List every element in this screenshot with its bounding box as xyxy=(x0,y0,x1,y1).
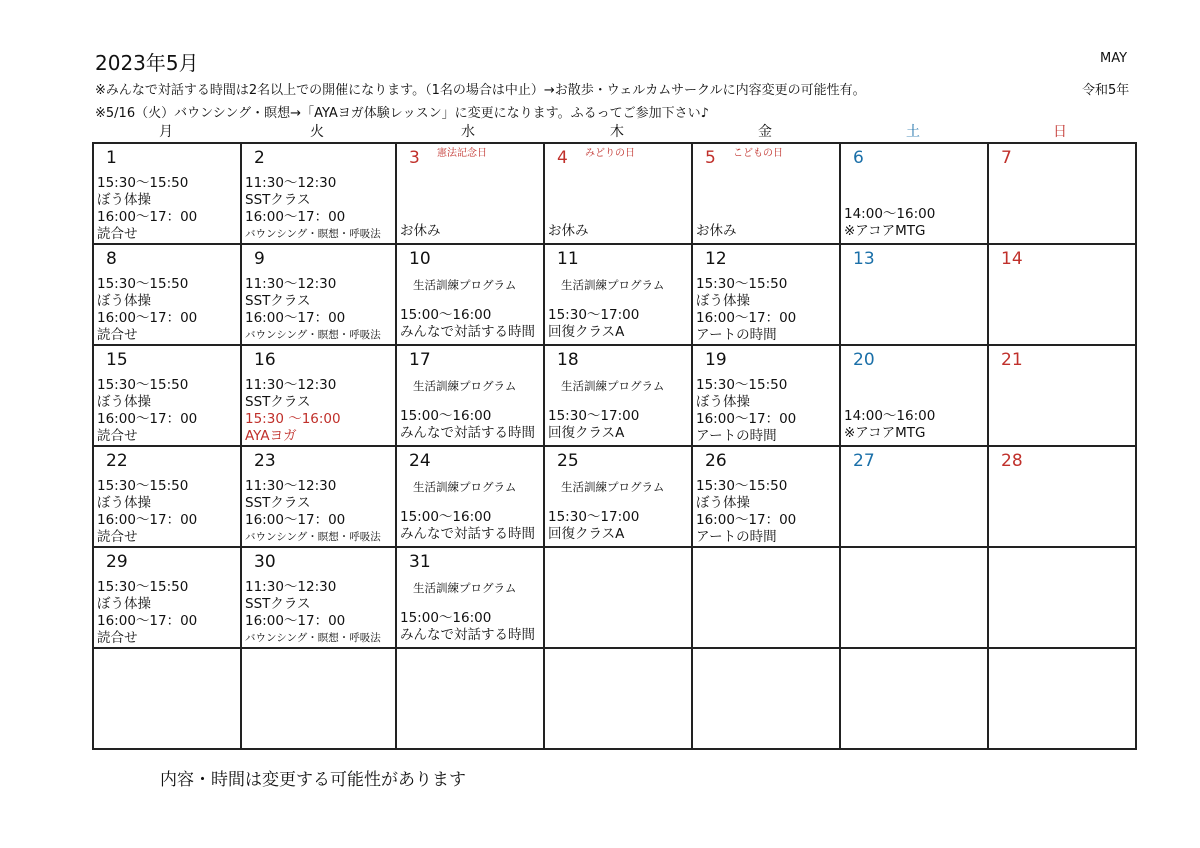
day-number: 24 xyxy=(409,451,431,471)
event-line: 16:00～17：00 xyxy=(245,512,346,528)
day-number: 2 xyxy=(254,148,265,168)
event-bottom xyxy=(548,509,639,543)
day-number: 28 xyxy=(1001,451,1023,471)
day-number: 25 xyxy=(557,451,579,471)
era-year: 令和5年 xyxy=(1082,83,1130,98)
event-line: 15:30～15:50 xyxy=(696,276,788,292)
program-label: 生活訓練プログラム xyxy=(561,480,665,494)
day-cell xyxy=(840,244,988,345)
day-cell xyxy=(544,446,692,547)
day-number: 30 xyxy=(254,552,276,572)
weekday-2: 水 xyxy=(461,124,475,140)
day-number: 8 xyxy=(106,249,117,269)
event-lines xyxy=(245,377,341,445)
event-line-small: バウンシング・瞑想・呼吸法 xyxy=(245,329,381,341)
week-row xyxy=(93,446,1136,547)
event-line: SSTクラス xyxy=(245,596,311,612)
event-line: 回復クラスA xyxy=(548,526,625,542)
event-line: SSTクラス xyxy=(245,293,311,309)
day-cell xyxy=(988,446,1136,547)
page-title: 2023年5月 xyxy=(95,51,199,75)
day-number: 14 xyxy=(1001,249,1023,269)
event-line: 16:00～17：00 xyxy=(97,209,198,225)
event-lines xyxy=(245,175,381,243)
week-row xyxy=(93,244,1136,345)
day-number: 23 xyxy=(254,451,276,471)
day-cell xyxy=(241,446,396,547)
week-row xyxy=(93,345,1136,446)
event-line: ※アコアMTG xyxy=(844,425,926,441)
day-number: 6 xyxy=(853,148,864,168)
day-number: 13 xyxy=(853,249,875,269)
day-cell xyxy=(93,244,241,345)
day-cell xyxy=(396,547,544,648)
event-line: 15:30～15:50 xyxy=(696,377,788,393)
day-cell xyxy=(93,547,241,648)
day-number: 31 xyxy=(409,552,431,572)
event-lines xyxy=(97,478,197,546)
event-line: 15:30～15:50 xyxy=(696,478,788,494)
day-cell xyxy=(988,648,1136,749)
day-cell xyxy=(988,143,1136,244)
week-row xyxy=(93,143,1136,244)
day-cell xyxy=(241,345,396,446)
event-line-small: バウンシング・瞑想・呼吸法 xyxy=(245,531,381,543)
event-line: 読合せ xyxy=(97,630,138,646)
event-line: 読合せ xyxy=(97,226,138,242)
day-number: 5 xyxy=(705,148,716,168)
event-line: 16:00～17：00 xyxy=(696,411,797,427)
day-number: 16 xyxy=(254,350,276,370)
event-lines xyxy=(696,276,796,344)
day-number: 22 xyxy=(106,451,128,471)
event-bottom xyxy=(400,408,535,442)
program-label: 生活訓練プログラム xyxy=(413,379,517,393)
weekday-0: 月 xyxy=(159,124,173,140)
day-cell xyxy=(241,143,396,244)
footer-note: 内容・時間は変更する可能性があります xyxy=(160,770,466,790)
event-line: 16:00～17：00 xyxy=(696,310,797,326)
event-line: SSTクラス xyxy=(245,192,311,208)
event-line: 11:30～12:30 xyxy=(245,276,337,292)
event-lines xyxy=(696,377,796,445)
event-lines xyxy=(696,478,796,546)
day-cell xyxy=(988,345,1136,446)
event-line: 16:00～17：00 xyxy=(245,613,346,629)
calendar-grid xyxy=(92,142,1137,750)
day-cell xyxy=(692,143,840,244)
event-line: 11:30～12:30 xyxy=(245,579,337,595)
day-number: 21 xyxy=(1001,350,1023,370)
holiday-label: みどりの日 xyxy=(585,148,635,159)
holiday-label: こどもの日 xyxy=(733,148,783,159)
program-label: 生活訓練プログラム xyxy=(413,480,517,494)
event-line: 16:00～17：00 xyxy=(97,310,198,326)
event-lines xyxy=(97,175,197,243)
event-line: 15:00～16:00 xyxy=(400,307,492,323)
event-line: 14:00～16:00 xyxy=(844,206,936,222)
event-line: SSTクラス xyxy=(245,394,311,410)
holiday-label: 憲法記念日 xyxy=(437,148,487,159)
day-cell xyxy=(840,446,988,547)
day-cell xyxy=(840,345,988,446)
day-number: 19 xyxy=(705,350,727,370)
day-number: 9 xyxy=(254,249,265,269)
event-lines xyxy=(245,579,381,647)
event-line: ※アコアMTG xyxy=(844,223,926,239)
event-line: 15:00～16:00 xyxy=(400,610,492,626)
event-line: 11:30～12:30 xyxy=(245,478,337,494)
event-lines xyxy=(245,276,381,344)
special-event-line: 15:30 ～16:00 xyxy=(245,411,341,427)
day-cell xyxy=(692,446,840,547)
event-line-small: バウンシング・瞑想・呼吸法 xyxy=(245,228,381,240)
event-line: ぼう体操 xyxy=(97,192,151,208)
day-cell xyxy=(544,648,692,749)
event-line: 15:30～15:50 xyxy=(97,377,189,393)
event-line: 15:30～15:50 xyxy=(97,579,189,595)
event-line: 15:30～15:50 xyxy=(97,276,189,292)
day-cell xyxy=(93,446,241,547)
day-number: 26 xyxy=(705,451,727,471)
event-line: 15:30～15:50 xyxy=(97,478,189,494)
weekday-6: 日 xyxy=(1053,124,1067,140)
event-line: お休み xyxy=(548,223,589,239)
day-number: 10 xyxy=(409,249,431,269)
event-line: 16:00～17：00 xyxy=(245,209,346,225)
day-cell xyxy=(241,244,396,345)
day-number: 18 xyxy=(557,350,579,370)
day-number: 4 xyxy=(557,148,568,168)
event-line: 15:00～16:00 xyxy=(400,408,492,424)
day-number: 17 xyxy=(409,350,431,370)
event-line: 読合せ xyxy=(97,529,138,545)
day-cell xyxy=(692,547,840,648)
event-line: ぼう体操 xyxy=(97,495,151,511)
month-english: MAY xyxy=(1100,51,1128,66)
day-number: 12 xyxy=(705,249,727,269)
day-cell xyxy=(396,446,544,547)
event-line: 11:30～12:30 xyxy=(245,377,337,393)
event-line: ぼう体操 xyxy=(696,394,750,410)
event-lines xyxy=(97,377,197,445)
event-line: SSTクラス xyxy=(245,495,311,511)
event-line: 16:00～17：00 xyxy=(245,310,346,326)
notice-2: ※5/16（火）バウンシング・瞑想→「AYAヨガ体験レッスン」に変更になります。ふるってご参加下さい♪ xyxy=(95,106,709,121)
event-line: 15:30～15:50 xyxy=(97,175,189,191)
event-line: 14:00～16:00 xyxy=(844,408,936,424)
event-line: 11:30～12:30 xyxy=(245,175,337,191)
event-line-small: バウンシング・瞑想・呼吸法 xyxy=(245,632,381,644)
program-label: 生活訓練プログラム xyxy=(413,581,517,595)
day-cell xyxy=(544,547,692,648)
program-label: 生活訓練プログラム xyxy=(413,278,517,292)
event-line: アートの時間 xyxy=(696,529,777,545)
event-line: 15:30～17:00 xyxy=(548,408,640,424)
week-row xyxy=(93,648,1136,749)
weekday-1: 火 xyxy=(310,124,324,140)
day-cell xyxy=(988,547,1136,648)
weekday-4: 金 xyxy=(758,124,772,140)
event-bottom xyxy=(400,223,441,240)
day-number: 11 xyxy=(557,249,579,269)
event-lines xyxy=(97,579,197,647)
weekday-3: 木 xyxy=(610,124,624,140)
day-cell xyxy=(544,345,692,446)
event-line: 15:00～16:00 xyxy=(400,509,492,525)
event-bottom xyxy=(696,223,737,240)
day-cell xyxy=(93,345,241,446)
event-line: お休み xyxy=(696,223,737,239)
event-line: ぼう体操 xyxy=(696,293,750,309)
event-line: ぼう体操 xyxy=(97,394,151,410)
day-cell xyxy=(692,648,840,749)
day-cell xyxy=(840,547,988,648)
event-bottom xyxy=(844,206,935,240)
day-cell xyxy=(544,244,692,345)
program-label: 生活訓練プログラム xyxy=(561,379,665,393)
event-line: 15:30～17:00 xyxy=(548,307,640,323)
special-event-line: AYAヨガ xyxy=(245,428,297,444)
event-line: 回復クラスA xyxy=(548,425,625,441)
day-number: 7 xyxy=(1001,148,1012,168)
event-bottom xyxy=(844,408,935,442)
day-cell xyxy=(692,345,840,446)
notice-1: ※みんなで対話する時間は2名以上での開催になります。（1名の場合は中止）→お散歩・ウェルカムサークルに内容変更の可能性有。 xyxy=(95,83,866,98)
day-cell xyxy=(840,648,988,749)
day-cell xyxy=(840,143,988,244)
event-line: ぼう体操 xyxy=(696,495,750,511)
event-line: ぼう体操 xyxy=(97,596,151,612)
event-line: みんなで対話する時間 xyxy=(400,425,535,441)
event-bottom xyxy=(400,307,535,341)
event-lines xyxy=(245,478,381,546)
event-line: お休み xyxy=(400,223,441,239)
event-line: アートの時間 xyxy=(696,428,777,444)
event-line: 読合せ xyxy=(97,428,138,444)
day-cell xyxy=(988,244,1136,345)
event-line: みんなで対話する時間 xyxy=(400,324,535,340)
event-line: みんなで対話する時間 xyxy=(400,627,535,643)
day-cell xyxy=(241,547,396,648)
day-cell xyxy=(93,648,241,749)
day-number: 29 xyxy=(106,552,128,572)
day-number: 15 xyxy=(106,350,128,370)
day-cell xyxy=(396,244,544,345)
day-cell xyxy=(692,244,840,345)
weekday-5: 土 xyxy=(906,124,920,140)
event-line: 16:00～17：00 xyxy=(696,512,797,528)
day-cell xyxy=(396,345,544,446)
event-line: みんなで対話する時間 xyxy=(400,526,535,542)
day-number: 20 xyxy=(853,350,875,370)
day-cell xyxy=(396,648,544,749)
event-bottom xyxy=(548,223,589,240)
event-line: 回復クラスA xyxy=(548,324,625,340)
week-row xyxy=(93,547,1136,648)
day-cell xyxy=(544,143,692,244)
day-number: 1 xyxy=(106,148,117,168)
event-bottom xyxy=(548,408,639,442)
event-line: 16:00～17：00 xyxy=(97,512,198,528)
event-lines xyxy=(97,276,197,344)
event-bottom xyxy=(400,509,535,543)
day-number: 27 xyxy=(853,451,875,471)
program-label: 生活訓練プログラム xyxy=(561,278,665,292)
day-cell xyxy=(241,648,396,749)
event-line: 16:00～17：00 xyxy=(97,411,198,427)
event-line: アートの時間 xyxy=(696,327,777,343)
event-bottom xyxy=(400,610,535,644)
event-line: 16:00～17：00 xyxy=(97,613,198,629)
day-number: 3 xyxy=(409,148,420,168)
day-cell xyxy=(93,143,241,244)
event-line: ぼう体操 xyxy=(97,293,151,309)
event-line: 読合せ xyxy=(97,327,138,343)
event-bottom xyxy=(548,307,639,341)
day-cell xyxy=(396,143,544,244)
event-line: 15:30～17:00 xyxy=(548,509,640,525)
